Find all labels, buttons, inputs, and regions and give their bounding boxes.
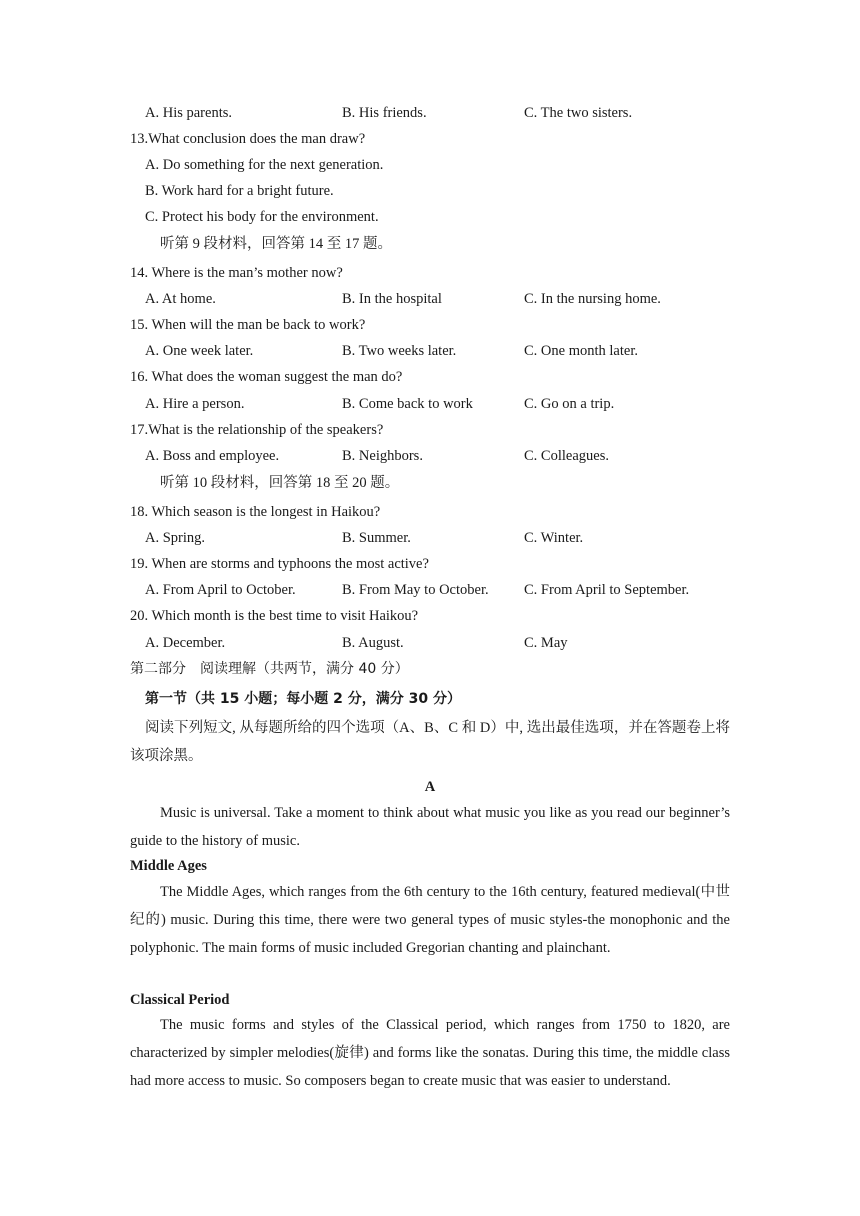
q19-option-a: A. From April to October.: [145, 582, 296, 598]
q17-option-c: C. Colleagues.: [524, 448, 609, 464]
middle-ages-heading: Middle Ages: [130, 858, 207, 874]
q19-option-b: B. From May to October.: [342, 582, 489, 598]
q17-question: 17.What is the relationship of the speakers?: [130, 422, 384, 438]
q16-option-a: A. Hire a person.: [145, 396, 245, 412]
q18-option-b: B. Summer.: [342, 530, 411, 546]
q20-question: 20. Which month is the best time to visit Haikou?: [130, 608, 419, 624]
q14-option-c: C. In the nursing home.: [524, 291, 661, 307]
q17-option-a: A. Boss and employee.: [145, 448, 280, 464]
q17-option-b: B. Neighbors.: [342, 448, 423, 464]
q14-option-a: A. At home.: [145, 291, 216, 307]
q14-question: 14. Where is the man’s mother now?: [130, 265, 343, 281]
q12-option-a: A. His parents.: [145, 105, 232, 121]
q18-option-c: C. Winter.: [524, 530, 584, 546]
q15-option-a: A. One week later.: [145, 343, 254, 359]
q14-option-b: B. In the hospital: [342, 291, 442, 307]
q18-option-a: A. Spring.: [145, 530, 206, 546]
listen9-instruction: 听第 9 段材料，回答第 14 至 17 题。: [160, 236, 392, 252]
q16-option-c: C. Go on a trip.: [524, 396, 615, 412]
classical-paragraph: The music forms and styles of the Classical period, which ranges from 1750 to 1820, are characterized by simpler melodies(旋律) and forms like the sonatas. During this time, the middle class had more access to music. So composers began to create music that was easier to understand.: [130, 1017, 730, 1089]
classical-heading: Classical Period: [130, 992, 230, 1008]
q15-option-c: C. One month later.: [524, 343, 638, 359]
q16-option-b: B. Come back to work: [342, 396, 473, 412]
reading-instructions: 阅读下列短文, 从每题所给的四个选项（A、B、C 和 D）中, 选出最佳选项，并在答题卷上将该项涂黑。: [130, 720, 730, 764]
q20-option-a: A. December.: [145, 635, 226, 651]
q15-option-b: B. Two weeks later.: [342, 343, 457, 359]
q16-question: 16. What does the woman suggest the man do?: [130, 369, 403, 385]
q12-option-b: B. His friends.: [342, 105, 427, 121]
q18-question: 18. Which season is the longest in Haikou?: [130, 504, 381, 520]
q13-question: 13.What conclusion does the man draw?: [130, 131, 366, 147]
q13-option-a: A. Do something for the next generation.: [145, 157, 384, 173]
listen10-instruction: 听第 10 段材料，回答第 18 至 20 题。: [160, 475, 400, 491]
passage-intro: Music is universal. Take a moment to think about what music you like as you read our beginner’s guide to the history of music.: [130, 805, 730, 849]
q19-option-c: C. From April to September.: [524, 582, 690, 598]
q13-option-b: B. Work hard for a bright future.: [145, 183, 334, 199]
middle-ages-paragraph: The Middle Ages, which ranges from the 6th century to the 16th century, featured medieval(中世纪的) music. During this time, there were two general types of music styles-the monophonic and the polyphonic. The main forms of music included Gregorian chanting and plainchant.: [130, 884, 730, 956]
passage-label: A: [424, 779, 436, 795]
q13-option-c: C. Protect his body for the environment.: [145, 209, 379, 225]
q20-option-b: B. August.: [342, 635, 404, 651]
q15-question: 15. When will the man be back to work?: [130, 317, 366, 333]
q19-question: 19. When are storms and typhoons the most active?: [130, 556, 429, 572]
q12-option-c: C. The two sisters.: [524, 105, 633, 121]
q20-option-c: C. May: [524, 635, 568, 651]
section1-heading: 第一节（共 15 小题；每小题 2 分，满分 30 分）: [145, 691, 461, 707]
part2-heading: 第二部分 阅读理解（共两节，满分 40 分）: [130, 661, 409, 677]
